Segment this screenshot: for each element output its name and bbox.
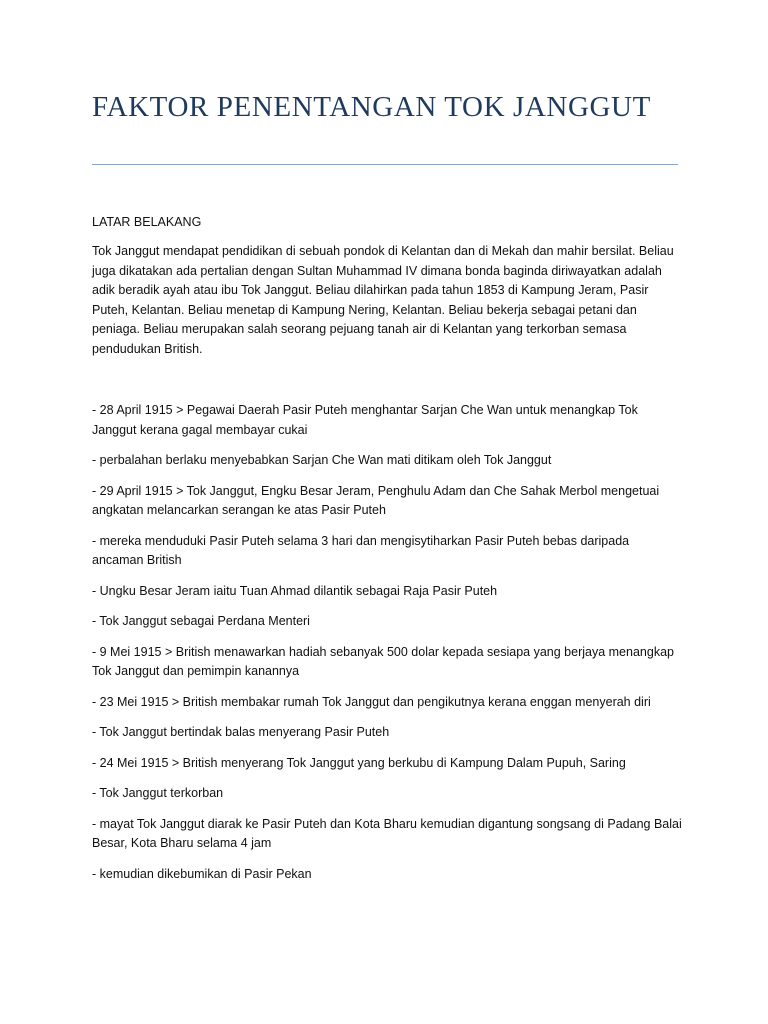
event-item: - 9 Mei 1915 > British menawarkan hadiah sebanyak 500 dolar kepada sesiapa yang berjaya menangkap Tok Janggut dan pemimpin kanannya xyxy=(92,644,674,678)
event-item: - 24 Mei 1915 > British menyerang Tok Janggut yang berkubu di Kampung Dalam Pupuh, Saring xyxy=(92,755,626,770)
event-item: - Tok Janggut bertindak balas menyerang Pasir Puteh xyxy=(92,725,390,739)
document-title: FAKTOR PENENTANGAN TOK JANGGUT xyxy=(92,91,651,123)
event-item: - mereka menduduki Pasir Puteh selama 3 hari dan mengisytiharkan Pasir Puteh bebas daripada ancaman British xyxy=(92,533,630,567)
event-item: - Tok Janggut sebagai Perdana Menteri xyxy=(92,614,310,628)
event-item: - 23 Mei 1915 > British membakar rumah Tok Janggut dan pengikutnya kerana enggan menyerah diri xyxy=(92,694,651,709)
event-item: - 29 April 1915 > Tok Janggut, Engku Besar Jeram, Penghulu Adam dan Che Sahak Merbol mengetuai angkatan melancarkan serangan ke atas Pasir Puteh xyxy=(92,483,660,517)
intro-paragraph: Tok Janggut mendapat pendidikan di sebuah pondok di Kelantan dan di Mekah dan mahir bersilat. Beliau juga dikatakan ada pertalian dengan Sultan Muhammad IV dimana bonda baginda diriwayatkan adalah adik beradik ayah atau ibu Tok Janggut. Beliau dilahirkan pada tahun 1853 di Kampung Jeram, Pasir Puteh, Kelantan. Beliau menetap di Kampung Nering, Kelantan. Beliau bekerja sebagai petani dan peniaga. Beliau merupakan salah seorang pejuang tanah air di Kelantan yang terkorban semasa pendudukan British. xyxy=(92,244,674,356)
title-divider xyxy=(92,164,678,165)
document-body xyxy=(92,213,682,895)
event-item: - Ungku Besar Jeram iaitu Tuan Ahmad dilantik sebagai Raja Pasir Puteh xyxy=(92,583,498,598)
event-item: - 28 April 1915 > Pegawai Daerah Pasir Puteh menghantar Sarjan Che Wan untuk menangkap Tok Janggut kerana gagal membayar cukai xyxy=(92,403,638,437)
event-item: - kemudian dikebumikan di Pasir Pekan xyxy=(92,866,312,881)
event-item: - Tok Janggut terkorban xyxy=(92,786,224,800)
section-heading: LATAR BELAKANG xyxy=(92,215,202,229)
event-item: - perbalahan berlaku menyebabkan Sarjan Che Wan mati ditikam oleh Tok Janggut xyxy=(92,453,552,467)
event-item: - mayat Tok Janggut diarak ke Pasir Puteh dan Kota Bharu kemudian digantung songsang di Padang Balai Besar, Kota Bharu selama 4 jam xyxy=(92,816,682,850)
